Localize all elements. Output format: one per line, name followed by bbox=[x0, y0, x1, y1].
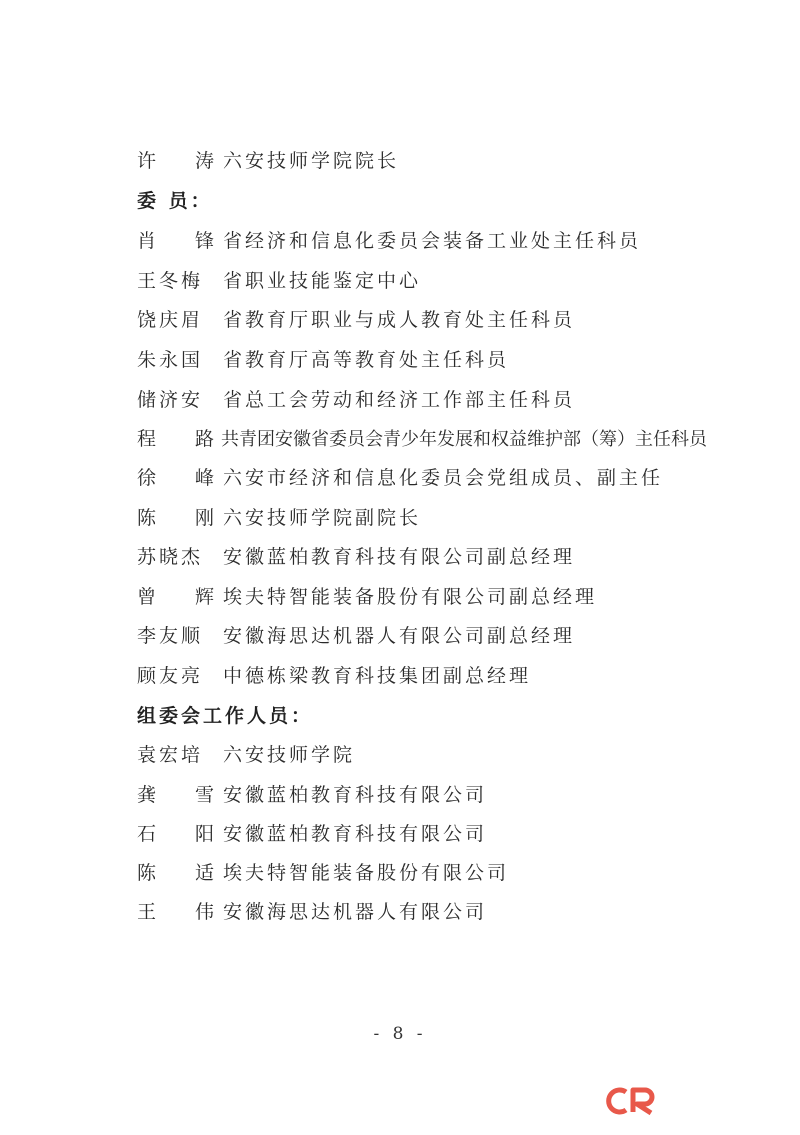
committee-heading: 委 员： bbox=[137, 190, 213, 212]
member-name: 程路 bbox=[137, 428, 214, 450]
staff-name: 王伟 bbox=[137, 901, 214, 923]
member-detail: 六安技师学院院长 bbox=[223, 150, 400, 172]
member-name: 李友顺 bbox=[137, 625, 204, 647]
page-number: - 8 - bbox=[373, 1024, 427, 1044]
member-row bbox=[137, 463, 663, 493]
member-row bbox=[137, 226, 641, 256]
member-name: 饶庆眉 bbox=[137, 309, 204, 331]
staff-name: 龚雪 bbox=[137, 784, 214, 806]
member-row bbox=[137, 266, 421, 296]
member-detail: 省职业技能鉴定中心 bbox=[223, 270, 422, 292]
staff-detail: 六安技师学院 bbox=[223, 744, 356, 766]
member-row bbox=[137, 146, 399, 176]
member-name: 曾辉 bbox=[137, 586, 214, 608]
watermark-logo bbox=[604, 1086, 658, 1116]
member-detail: 安徽海思达机器人有限公司副总经理 bbox=[223, 625, 576, 647]
member-detail: 中德栋梁教育科技集团副总经理 bbox=[223, 665, 532, 687]
staff-row bbox=[137, 740, 355, 770]
member-name: 储济安 bbox=[137, 389, 204, 411]
member-detail: 省教育厅高等教育处主任科员 bbox=[223, 349, 510, 371]
member-row bbox=[137, 621, 575, 651]
member-name: 朱永国 bbox=[137, 349, 204, 371]
member-detail: 安徽蓝柏教育科技有限公司副总经理 bbox=[223, 546, 576, 568]
member-detail: 省总工会劳动和经济工作部主任科员 bbox=[223, 389, 576, 411]
member-detail: 六安技师学院副院长 bbox=[223, 507, 422, 529]
member-row bbox=[137, 503, 421, 533]
member-row bbox=[137, 385, 575, 415]
member-detail: 埃夫特智能装备股份有限公司副总经理 bbox=[223, 586, 598, 608]
staff-row bbox=[137, 819, 487, 849]
staff-heading: 组委会工作人员： bbox=[137, 705, 314, 727]
member-row bbox=[137, 305, 575, 335]
staff-name: 陈适 bbox=[137, 862, 214, 884]
staff-name: 石阳 bbox=[137, 823, 214, 845]
staff-detail: 安徽蓝柏教育科技有限公司 bbox=[223, 784, 488, 806]
member-row bbox=[137, 424, 707, 454]
staff-name: 袁宏培 bbox=[137, 744, 204, 766]
member-detail: 共青团安徽省委员会青少年发展和权益维护部（筹）主任科员 bbox=[221, 429, 708, 450]
member-name: 王冬梅 bbox=[137, 270, 204, 292]
staff-row bbox=[137, 780, 487, 810]
member-name: 许涛 bbox=[137, 150, 214, 172]
member-detail: 省教育厅职业与成人教育处主任科员 bbox=[223, 309, 576, 331]
member-detail: 六安市经济和信息化委员会党组成员、副主任 bbox=[223, 467, 664, 489]
member-name: 陈刚 bbox=[137, 507, 214, 529]
staff-row bbox=[137, 858, 509, 888]
staff-row bbox=[137, 897, 487, 927]
staff-detail: 埃夫特智能装备股份有限公司 bbox=[223, 862, 510, 884]
member-name: 肖锋 bbox=[137, 230, 214, 252]
staff-detail: 安徽蓝柏教育科技有限公司 bbox=[223, 823, 488, 845]
member-detail: 省经济和信息化委员会装备工业处主任科员 bbox=[223, 230, 642, 252]
member-name: 顾友亮 bbox=[137, 665, 204, 687]
member-row bbox=[137, 345, 509, 375]
member-row bbox=[137, 661, 531, 691]
member-row bbox=[137, 582, 597, 612]
member-name: 徐峰 bbox=[137, 467, 214, 489]
member-row bbox=[137, 542, 575, 572]
staff-detail: 安徽海思达机器人有限公司 bbox=[223, 901, 488, 923]
member-name: 苏晓杰 bbox=[137, 546, 204, 568]
